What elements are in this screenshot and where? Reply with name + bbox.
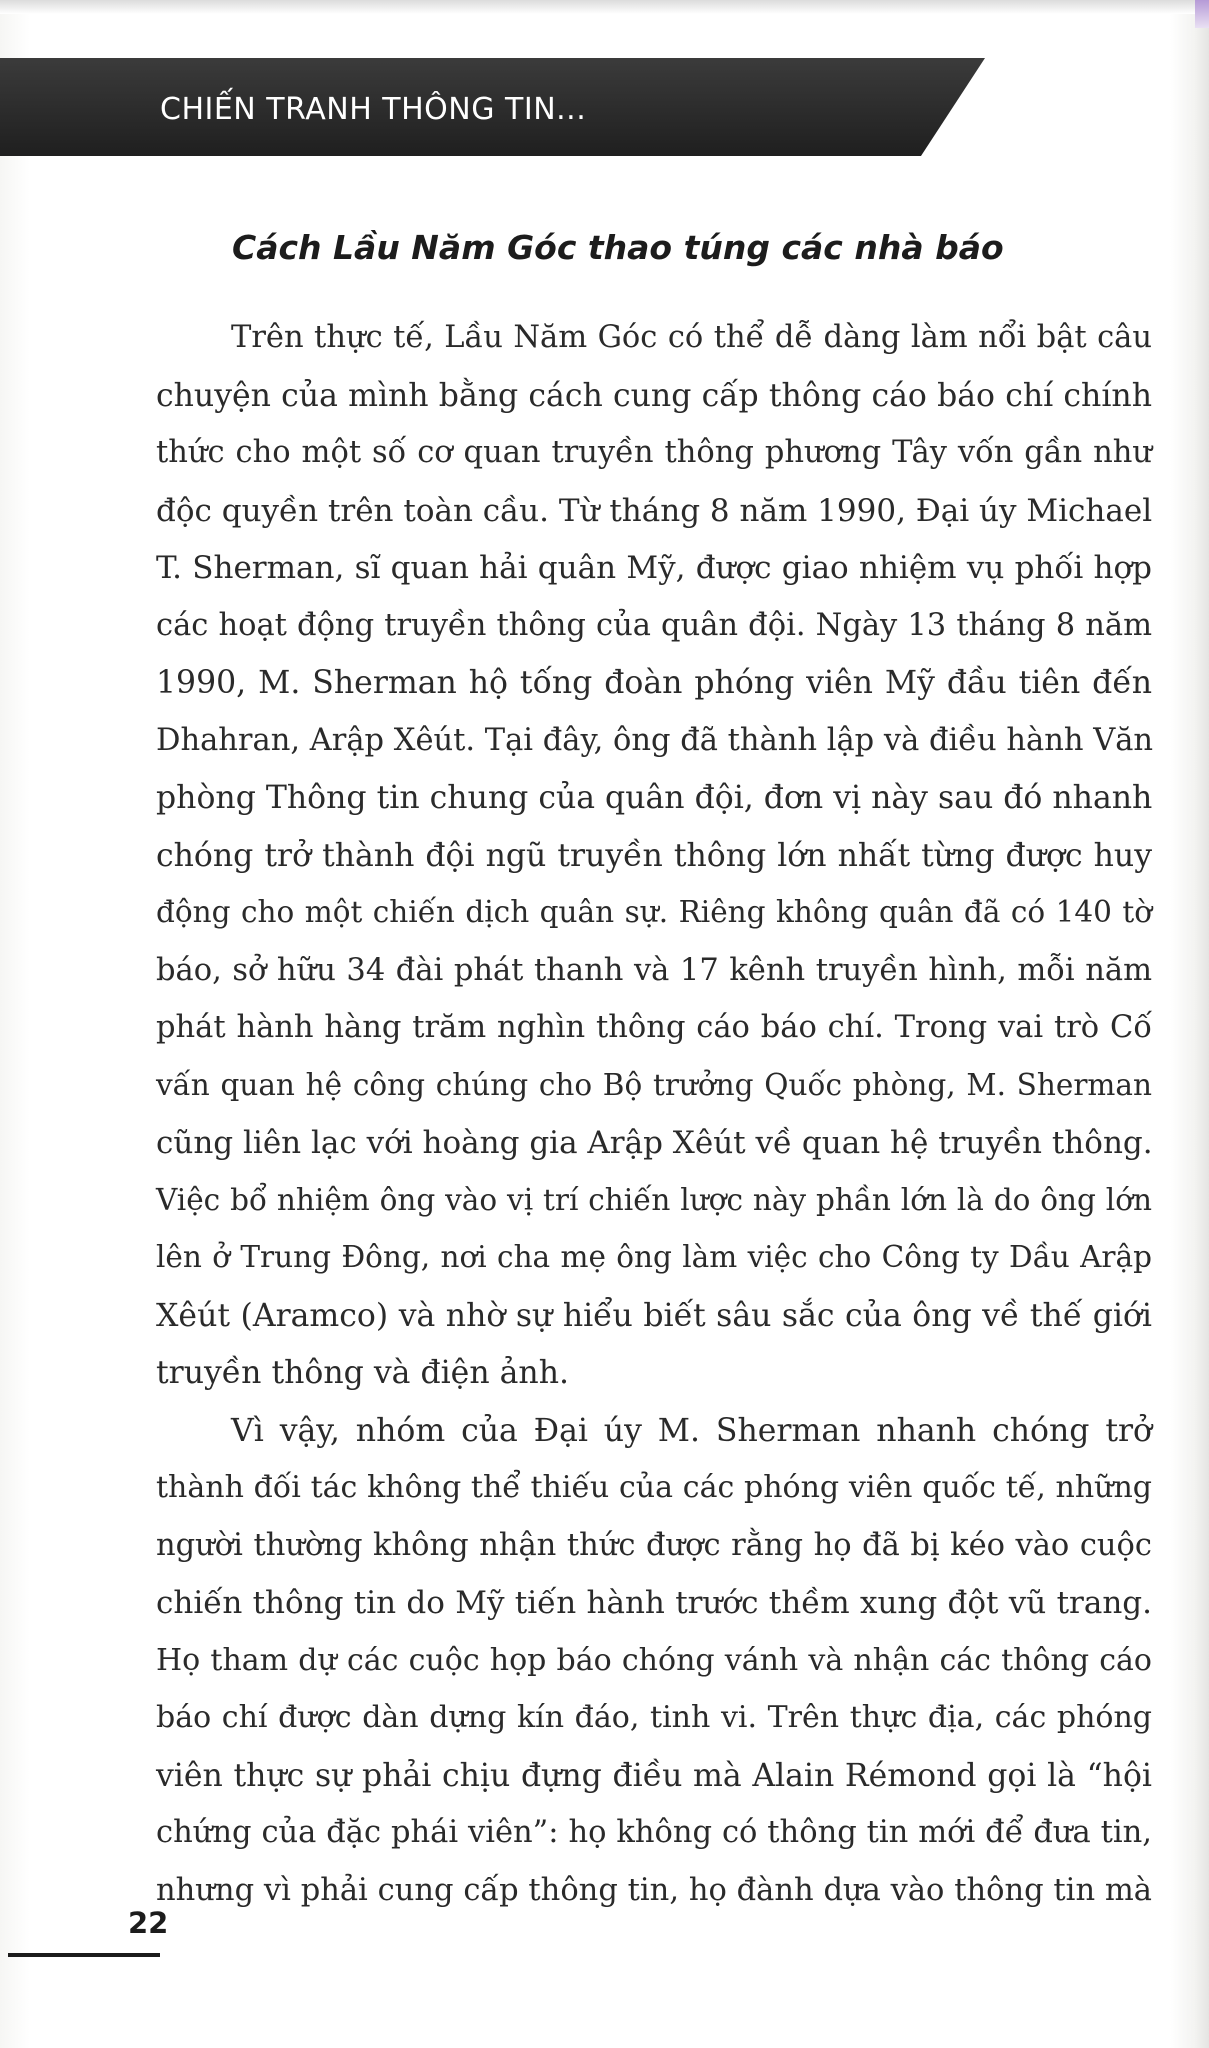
paragraph-line: cũng liên lạc với hoàng gia Arập Xêút về quan hệ truyền thông. bbox=[156, 1125, 1153, 1161]
section-heading: Cách Lầu Năm Góc thao túng các nhà báo bbox=[232, 228, 1004, 267]
paragraph-line: truyền thông và điện ảnh. bbox=[156, 1355, 569, 1391]
running-header-title: CHIẾN TRANH THÔNG TIN... bbox=[160, 92, 587, 127]
paragraph-line: Vì vậy, nhóm của Đại úy M. Sherman nhanh chóng trở bbox=[231, 1413, 1152, 1449]
paragraph-line: báo, sở hữu 34 đài phát thanh và 17 kênh truyền hình, mỗi năm bbox=[156, 953, 1152, 988]
paragraph-line: thành đối tác không thể thiếu của các phóng viên quốc tế, những bbox=[156, 1470, 1152, 1505]
paragraph-line: chuyện của mình bằng cách cung cấp thông cáo báo chí chính bbox=[156, 378, 1152, 414]
paragraph-line: 1990, M. Sherman hộ tống đoàn phóng viên Mỹ đầu tiên đến bbox=[156, 665, 1152, 701]
paragraph-line: các hoạt động truyền thông của quân đội. Ngày 13 tháng 8 năm bbox=[156, 608, 1152, 643]
paragraph-line: nhưng vì phải cung cấp thông tin, họ đành dựa vào thông tin mà bbox=[156, 1873, 1152, 1908]
paragraph-line: chóng trở thành đội ngũ truyền thông lớn nhất từng được huy bbox=[156, 838, 1152, 874]
paragraph-line: Trên thực tế, Lầu Năm Góc có thể dễ dàng làm nổi bật câu bbox=[231, 320, 1152, 355]
page-top-edge bbox=[0, 0, 1209, 14]
paragraph-line: Xêút (Aramco) và nhờ sự hiểu biết sâu sắc của ông về thế giới bbox=[156, 1298, 1152, 1334]
paragraph-line: phòng Thông tin chung của quân đội, đơn vị này sau đó nhanh bbox=[156, 780, 1153, 816]
page-number: 22 bbox=[128, 1906, 169, 1940]
paragraph-line: phát hành hàng trăm nghìn thông cáo báo chí. Trong vai trò Cố bbox=[156, 1010, 1152, 1045]
paragraph-line: động cho một chiến dịch quân sự. Riêng không quân đã có 140 tờ bbox=[156, 895, 1152, 929]
paragraph-line: người thường không nhận thức được rằng họ đã bị kéo vào cuộc bbox=[156, 1528, 1152, 1563]
page-corner-accent bbox=[1195, 0, 1209, 28]
paragraph-line: độc quyền trên toàn cầu. Từ tháng 8 năm 1990, Đại úy Michael bbox=[156, 493, 1153, 529]
paragraph-line: T. Sherman, sĩ quan hải quân Mỹ, được giao nhiệm vụ phối hợp bbox=[156, 550, 1152, 586]
paragraph-line: báo chí được dàn dựng kín đáo, tinh vi. Trên thực địa, các phóng bbox=[156, 1700, 1152, 1735]
paragraph-line: vấn quan hệ công chúng cho Bộ trưởng Quốc phòng, M. Sherman bbox=[156, 1068, 1152, 1102]
paragraph-line: Dhahran, Arập Xêút. Tại đây, ông đã thành lập và điều hành Văn bbox=[156, 723, 1154, 758]
paragraph-line: lên ở Trung Đông, nơi cha mẹ ông làm việc cho Công ty Dầu Arập bbox=[156, 1240, 1152, 1274]
paragraph-line: chứng của đặc phái viên”: họ không có thông tin mới để đưa tin, bbox=[156, 1815, 1152, 1850]
paragraph-line: Họ tham dự các cuộc họp báo chóng vánh và nhận các thông cáo bbox=[156, 1643, 1152, 1678]
paragraph-line: chiến thông tin do Mỹ tiến hành trước thềm xung đột vũ trang. bbox=[156, 1585, 1152, 1621]
paragraph-line: viên thực sự phải chịu đựng điều mà Alain Rémond gọi là “hội bbox=[156, 1758, 1152, 1794]
paragraph-line: Việc bổ nhiệm ông vào vị trí chiến lược này phần lớn là do ông lớn bbox=[156, 1183, 1152, 1217]
page-number-rule bbox=[8, 1953, 160, 1957]
paragraph-line: thức cho một số cơ quan truyền thông phương Tây vốn gần như bbox=[156, 435, 1152, 470]
